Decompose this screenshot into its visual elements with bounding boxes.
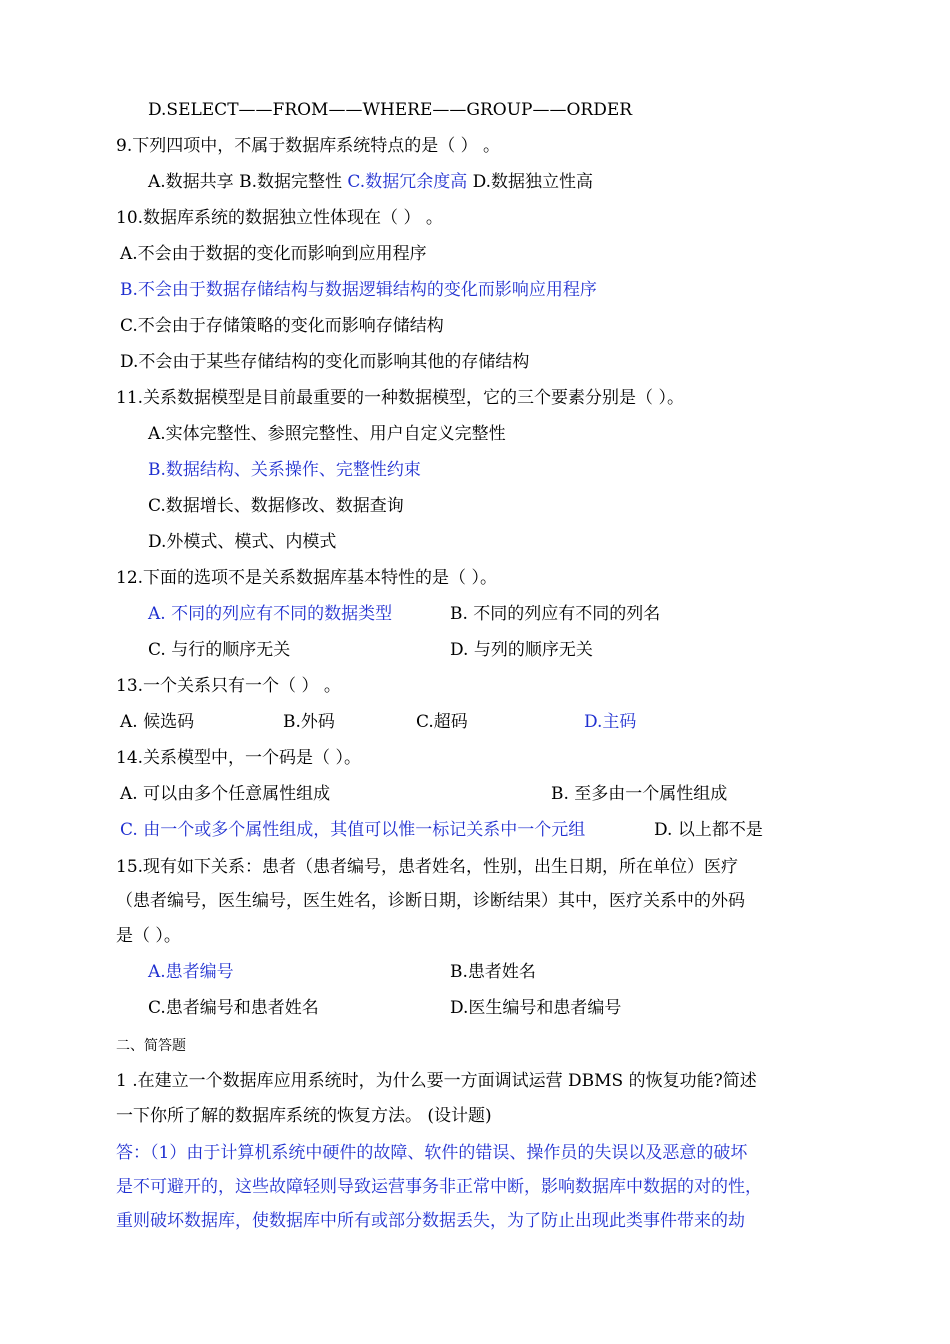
options-q9-ab: A.数据共享 B.数据完整性 — [148, 172, 348, 192]
answer-paragraph-line1: 答：（1）由于计算机系统中硬件的故障、软件的错误、操作员的失误以及恶意的破坏 — [116, 1143, 748, 1163]
answer-paragraph-line3: 重则破坏数据库，使数据库中所有或部分数据丢失，为了防止出现此类事件带来的劫 — [116, 1211, 745, 1231]
question-12: 12.下面的选项不是关系数据库基本特性的是（ ）。 — [116, 568, 497, 588]
option-b-q14: B. 至多由一个属性组成 — [551, 784, 728, 804]
answer-q13: D.主码 — [584, 712, 637, 732]
section-heading-short-answer: 二、简答题 — [116, 1038, 186, 1054]
option-d-q12: D. 与列的顺序无关 — [450, 640, 593, 660]
option-c-q13: C.超码 — [416, 712, 468, 732]
option-c-q12: C. 与行的顺序无关 — [148, 640, 291, 660]
answer-q11: B.数据结构、关系操作、完整性约束 — [148, 460, 421, 480]
question-15-line2: （患者编号，医生编号，医生姓名，诊断日期，诊断结果）其中，医疗关系中的外码 — [116, 891, 745, 911]
option-b-q12: B. 不同的列应有不同的列名 — [450, 604, 661, 624]
answer-paragraph-line2: 是不可避开的，这些故障轻则导致运营事务非正常中断，影响数据库中数据的对的性， — [116, 1177, 762, 1197]
question-14: 14.关系模型中，一个码是（ ）。 — [116, 748, 361, 768]
option-c-q10: C.不会由于存储策略的变化而影响存储结构 — [120, 316, 444, 336]
answer-q12: A. 不同的列应有不同的数据类型 — [148, 604, 393, 624]
question-15-line1: 15.现有如下关系：患者（患者编号，患者姓名，性别，出生日期，所在单位）医疗 — [116, 857, 739, 877]
answer-q15: A.患者编号 — [148, 962, 234, 982]
option-d-q15: D.医生编号和患者编号 — [450, 998, 622, 1018]
option-d-q14: D. 以上都不是 — [654, 820, 763, 840]
option-a-q13: A. 候选码 — [120, 712, 195, 732]
option-d-q11: D.外模式、模式、内模式 — [148, 532, 337, 552]
option-c-q11: C.数据增长、数据修改、数据查询 — [148, 496, 404, 516]
question-11: 11.关系数据模型是目前最重要的一种数据模型，它的三个要素分别是（ ）。 — [116, 388, 684, 408]
question-10: 10.数据库系统的数据独立性体现在（ ） 。 — [116, 208, 443, 228]
options-q9 — [148, 170, 593, 194]
option-d-q10: D.不会由于某些存储结构的变化而影响其他的存储结构 — [120, 352, 530, 372]
option-b-q15: B.患者姓名 — [450, 962, 536, 982]
question-15-line3: 是（ ）。 — [116, 926, 181, 946]
option-a-q14: A. 可以由多个任意属性组成 — [120, 784, 331, 804]
short-question-1-line2: 一下你所了解的数据库系统的恢复方法。 (设计题) — [116, 1106, 492, 1126]
short-question-1-line1: 1 .在建立一个数据库应用系统时，为什么要一方面调试运营 DBMS 的恢复功能?简述 — [116, 1071, 757, 1091]
option-b-q13: B.外码 — [283, 712, 335, 732]
option-a-q10: A.不会由于数据的变化而影响到应用程序 — [120, 244, 427, 264]
option-c-q15: C.患者编号和患者姓名 — [148, 998, 319, 1018]
question-13: 13.一个关系只有一个（ ） 。 — [116, 676, 341, 696]
question-9: 9.下列四项中，不属于数据库系统特点的是（ ） 。 — [116, 136, 501, 156]
answer-q9: C.数据冗余度高 — [347, 172, 468, 192]
option-a-q11: A.实体完整性、参照完整性、用户自定义完整性 — [148, 424, 506, 444]
answer-q10: B.不会由于数据存储结构与数据逻辑结构的变化而影响应用程序 — [120, 280, 597, 300]
options-q9-d: D.数据独立性高 — [467, 172, 594, 192]
answer-q14: C. 由一个或多个属性组成，其值可以惟一标记关系中一个元组 — [120, 820, 586, 840]
option-d-q8: D.SELECT——FROM——WHERE——GROUP——ORDER — [148, 100, 633, 120]
